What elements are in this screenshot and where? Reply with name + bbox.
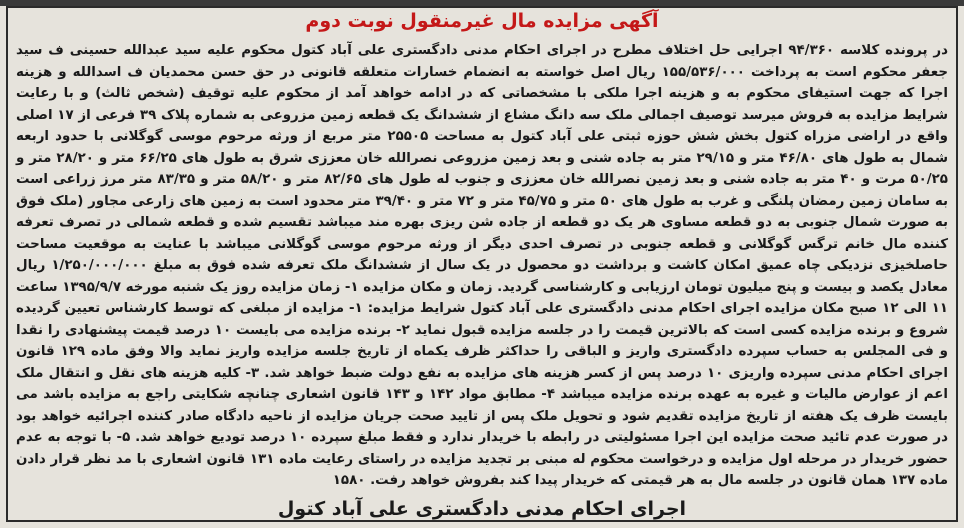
notice-paragraph: در پرونده کلاسه ۹۴/۳۶۰ اجرایی حل اختلاف مطرح در اجرای احکام مدنی دادگستری علی آباد کتول محکوم علیه سید عبدالله حسینی ف سید جعفر محکوم است به پرداخت ۱۵۵/۵۳۶/۰۰۰ ریال اصل خواسته به انضمام خسارات متعلقه قانونی در حق حسن محمدیان ف اسدالله و هزینه اجرا که جهت استیفای محکوم به و هزینه اجرا ملکی با مشخصاتی که در ادامه خواهد آمد از محکوم علیه توقیف (شخص ثالث) و با رعایت شرایط مزایده به فروش میرسد توصیف اجمالی ملک سه دانگ مشاع از ششدانگ یک قطعه زمین مزروعی به شماره پلاک ۳۹ فرعی از ۱۷ اصلی واقع در اراضی مزراه کتول بخش شش حوزه ثبتی علی آباد کتول به مساحت ۲۵۵۰۵ متر مربع از ورثه مرحوم موسی گوگلانی با حدود اربعه شمال به طول های ۴۶/۸۰ متر و ۲۹/۱۵ متر به جاده شنی و بعد زمین مزروعی نصرالله خان معززی شرق به طول های ۶۶/۲۵ متر و ۲۸/۲۰ متر و ۵۰/۲۵ مرت و ۴۰ متر به جاده شنی و بعد زمین نصرالله خان معززی و جنوب له طول های ۸۲/۶۵ متر و ۵۸/۲۰ متر و ۸۳/۳۵ متر مرز زراعی است به سامان زمین رمضان پلنگی و غرب به طول های ۵۰ متر و ۴۵/۷۵ متر و ۷۲ متر و ۳۹/۴۰ متر محدود است به زمین های زارعی مجاور (ملک فوق به صورت شمال جنوبی به دو قطعه مساوی هر یک دو قطعه از جاده شن ریزی بهره مند میباشد تقسیم شده و قطعه شمالی در تصرف تعرفه کننده مال خانم ترگس گوگلانی و قطعه جنوبی در تصرف احدی دیگر از ورثه مرحوم موسی گوگلانی میباشد با عنایت به موقعیت مساحت حاصلخیزی نزدیکی چاه عمیق امکان کاشت و برداشت دو محصول در یک سال از ششدانگ ملک تعرفه شده فوق به مبلغ ۱/۲۵۰/۰۰۰/۰۰۰ ریال معادل یکصد و بیست و پنج میلیون تومان ارزیابی و کارشناسی گردید. زمان و مکان مزایده ۱- زمان مزایده روز یک شنبه مورخه ۱۳۹۵/۹/۷ ساعت ۱۱ الی ۱۲ صبح مکان مزایده اجرای احکام مدنی دادگستری علی آباد کتول شرایط مزایده: ۱- مزایده از مبلغی که توسط کارشناس تعیین گردیده شروع و برنده مزایده کسی است که بالاترین قیمت را در جلسه مزایده قبول نماید ۲- برنده مزایده می بایست ۱۰ درصد قیمت پیشنهادی را نقدا و فی المجلس به حساب سپرده دادگستری واریز و الباقی را حداکثر ظرف یکماه از تاریخ جلسه مزایده واریز نماید والا وفق ماده ۱۲۹ قانون اجرای احکام مدنی سپرده واریزی ۱۰ درصد پس از کسر هزینه های مزایده به نفع دولت ضبط خواهد شد. ۳- کلیه هزینه های نقل و انتقال ملک اعم از عوارض مالیات و غیره به عهده برنده مزایده میباشد ۴- مطابق مواد ۱۴۲ و ۱۴۳ قانون اشعاری چنانچه شکایتی راجع به مزایده باشد می بایست ظرف یک هفته از تاریخ مزایده تقدیم شود و تحویل ملک پس از تایید صحت جریان مزایده از ناحیه دادگاه صادر کننده اجرائیه خواهد بود در صورت عدم تائید صحت مزایده این اجرا مسئولیتی در رابطه با خریدار ندارد و فقط مبلغ سپرده ۱۰ درصد تودیع خواهد شد. ۵- با توجه به عدم حضور خریدار در مرحله اول مزایده و درخواست محکوم له مبنی بر تجدید مزایده در راستای رعایت ماده ۱۳۱ قانون اشعاری با مد نظر قرار دادن ماده ۱۳۷ همان قانون در جلسه مال به هر قیمتی که خریدار پیدا کند بفروش خواهد رفت. ۱۵۸۰: [16, 43, 949, 488]
notice-body: [16, 40, 948, 492]
notice-title: آگهی مزایده مال غیرمنقول نوبت دوم: [305, 10, 659, 32]
notice-signature: اجرای احکام مدنی دادگستری علی آباد کتول: [277, 498, 687, 520]
